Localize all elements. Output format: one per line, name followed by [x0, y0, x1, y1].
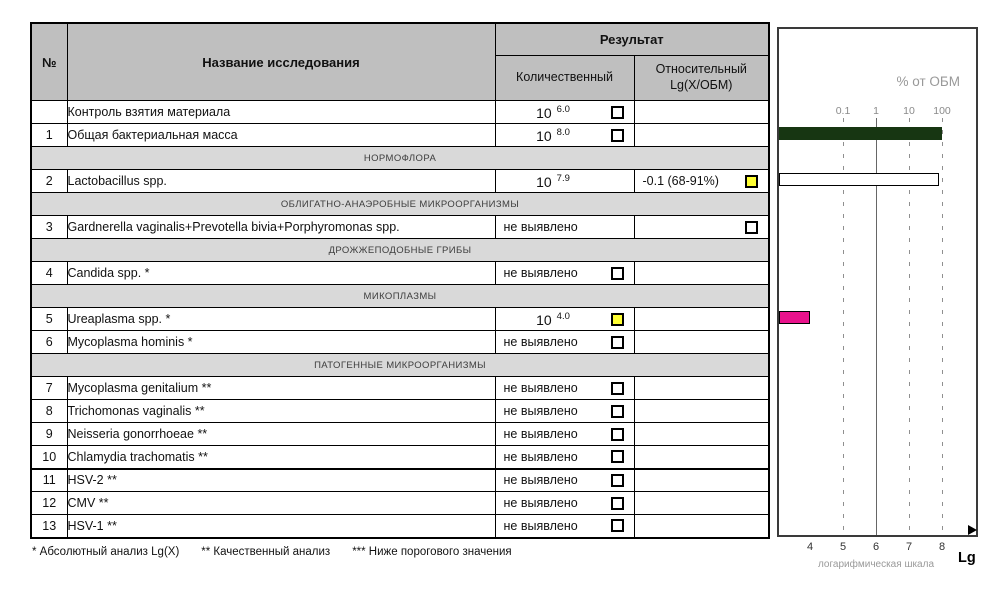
row-number: 5 — [31, 308, 67, 331]
section-label: МИКОПЛАЗМЫ — [31, 285, 769, 308]
quantitative-value: не выявлено — [503, 518, 578, 533]
table-body — [31, 101, 769, 538]
test-name: Trichomonas vaginalis ** — [67, 400, 495, 423]
test-row — [31, 170, 769, 193]
quantitative-value: не выявлено — [503, 404, 578, 418]
quantitative-value: не выявлено — [503, 335, 578, 349]
quantitative-exponent: 4.0 — [556, 310, 570, 322]
relative-abundance-chart — [777, 27, 978, 570]
column-header-quantitative: Количественный — [495, 56, 634, 101]
row-number: 2 — [31, 170, 67, 193]
result-checkbox[interactable] — [611, 519, 624, 532]
row-number: 9 — [31, 423, 67, 446]
test-row — [31, 492, 769, 515]
test-row — [31, 400, 769, 423]
section-row — [31, 147, 769, 170]
test-name: Mycoplasma genitalium ** — [67, 377, 495, 400]
result-checkbox[interactable] — [611, 313, 624, 326]
section-row — [31, 354, 769, 377]
axis-arrow-icon — [968, 525, 977, 535]
result-checkbox[interactable] — [611, 450, 624, 463]
chart-bar — [779, 311, 810, 324]
bottom-tick-label: 7 — [905, 541, 913, 553]
result-checkbox[interactable] — [611, 267, 624, 280]
test-row — [31, 446, 769, 469]
section-label: ОБЛИГАТНО-АНАЭРОБНЫЕ МИКРООРГАНИЗМЫ — [31, 193, 769, 216]
top-tick-label: 1 — [873, 105, 879, 117]
test-name: HSV-1 ** — [67, 515, 495, 538]
test-name: Общая бактериальная масса — [67, 124, 495, 147]
footnote-item: *** Ниже порогового значения — [352, 546, 512, 558]
result-checkbox[interactable] — [611, 497, 624, 510]
results-table — [30, 22, 770, 539]
footnote — [32, 546, 512, 558]
quantitative-value: не выявлено — [503, 496, 578, 510]
result-checkbox[interactable] — [611, 382, 624, 395]
test-row — [31, 423, 769, 446]
quantitative-value: 10 $^{8.0}$ — [536, 126, 570, 144]
chart-plot — [779, 29, 976, 570]
row-number: 11 — [31, 469, 67, 492]
row-number: 12 — [31, 492, 67, 515]
quantitative-value: не выявлено — [503, 427, 578, 441]
section-label: ДРОЖЖЕПОДОБНЫЕ ГРИБЫ — [31, 239, 769, 262]
table-header — [31, 23, 769, 101]
test-name: Chlamydia trachomatis ** — [67, 446, 495, 469]
bottom-axis-caption: логарифмическая шкала — [817, 559, 935, 570]
test-row — [31, 124, 769, 147]
top-tick-label: 10 — [903, 105, 915, 117]
quantitative-value: 10 $^{4.0}$ — [536, 310, 570, 328]
test-name: Lactobacillus spp. — [67, 170, 495, 193]
section-row — [31, 239, 769, 262]
footnote-item: * Абсолютный анализ Lg(X) — [32, 546, 180, 558]
bottom-tick-label: 4 — [806, 541, 814, 553]
section-row — [31, 285, 769, 308]
row-number: 3 — [31, 216, 67, 239]
test-row — [31, 308, 769, 331]
section-row — [31, 193, 769, 216]
chart-bar — [779, 127, 942, 140]
test-name: Mycoplasma hominis * — [67, 331, 495, 354]
row-number — [31, 101, 67, 124]
row-number: 10 — [31, 446, 67, 469]
test-name: Neisseria gonorrhoeae ** — [67, 423, 495, 446]
result-checkbox[interactable] — [745, 175, 758, 188]
row-number: 13 — [31, 515, 67, 538]
result-checkbox[interactable] — [611, 428, 624, 441]
column-header-relative — [634, 56, 769, 101]
result-checkbox[interactable] — [745, 221, 758, 234]
result-checkbox[interactable] — [611, 336, 624, 349]
result-checkbox[interactable] — [611, 106, 624, 119]
test-row — [31, 216, 769, 239]
test-row — [31, 101, 769, 124]
relative-value: -0.1 (68-91%) — [642, 174, 719, 188]
bottom-tick-label: 8 — [938, 541, 946, 553]
quantitative-exponent: 7.9 — [556, 172, 570, 184]
test-name: Gardnerella vaginalis+Prevotella bivia+Porphyromonas spp. — [67, 216, 495, 239]
column-header-number: № — [31, 23, 67, 101]
column-header-test-name: Название исследования — [67, 23, 495, 101]
quantitative-value: 10 $^{6.0}$ — [536, 103, 570, 121]
bottom-tick-label: 6 — [872, 541, 880, 553]
quantitative-exponent: 8.0 — [556, 126, 570, 138]
section-label: НОРМОФЛОРА — [31, 147, 769, 170]
lg-axis-label: Lg — [958, 550, 976, 566]
test-row — [31, 515, 769, 538]
relative-header-line1: Относительный — [655, 62, 747, 77]
test-name: Ureaplasma spp. * — [67, 308, 495, 331]
gridline-dashed — [942, 118, 943, 535]
test-row — [31, 262, 769, 285]
top-tick-label: 0.1 — [835, 105, 851, 117]
chart-bar — [779, 173, 939, 186]
test-name: Контроль взятия материала — [67, 101, 495, 124]
bottom-tick-label: 5 — [839, 541, 847, 553]
relative-header-line2: Lg(X/ОБМ) — [670, 78, 733, 92]
test-row — [31, 331, 769, 354]
test-row — [31, 377, 769, 400]
footnote-item: ** Качественный анализ — [201, 546, 331, 558]
result-checkbox[interactable] — [611, 474, 624, 487]
quantitative-value: 10 $^{7.9}$ — [536, 172, 570, 190]
row-number: 1 — [31, 124, 67, 147]
result-checkbox[interactable] — [611, 129, 624, 142]
row-number: 6 — [31, 331, 67, 354]
top-axis-title: % от ОБМ — [896, 74, 960, 89]
quantitative-value: не выявлено — [503, 473, 578, 488]
result-checkbox[interactable] — [611, 405, 624, 418]
column-header-result: Результат — [495, 23, 769, 56]
top-tick-label: 100 — [933, 105, 951, 117]
test-name: Candida spp. * — [67, 262, 495, 285]
quantitative-value: не выявлено — [503, 381, 578, 395]
row-number: 7 — [31, 377, 67, 400]
row-number: 4 — [31, 262, 67, 285]
test-name: HSV-2 ** — [67, 469, 495, 492]
row-number: 8 — [31, 400, 67, 423]
quantitative-exponent: 6.0 — [556, 103, 570, 115]
test-row — [31, 469, 769, 492]
quantitative-value: не выявлено — [503, 266, 578, 280]
quantitative-value: не выявлено — [503, 220, 578, 234]
section-label: ПАТОГЕННЫЕ МИКРООРГАНИЗМЫ — [31, 354, 769, 377]
test-name: CMV ** — [67, 492, 495, 515]
quantitative-value: не выявлено — [503, 449, 578, 464]
